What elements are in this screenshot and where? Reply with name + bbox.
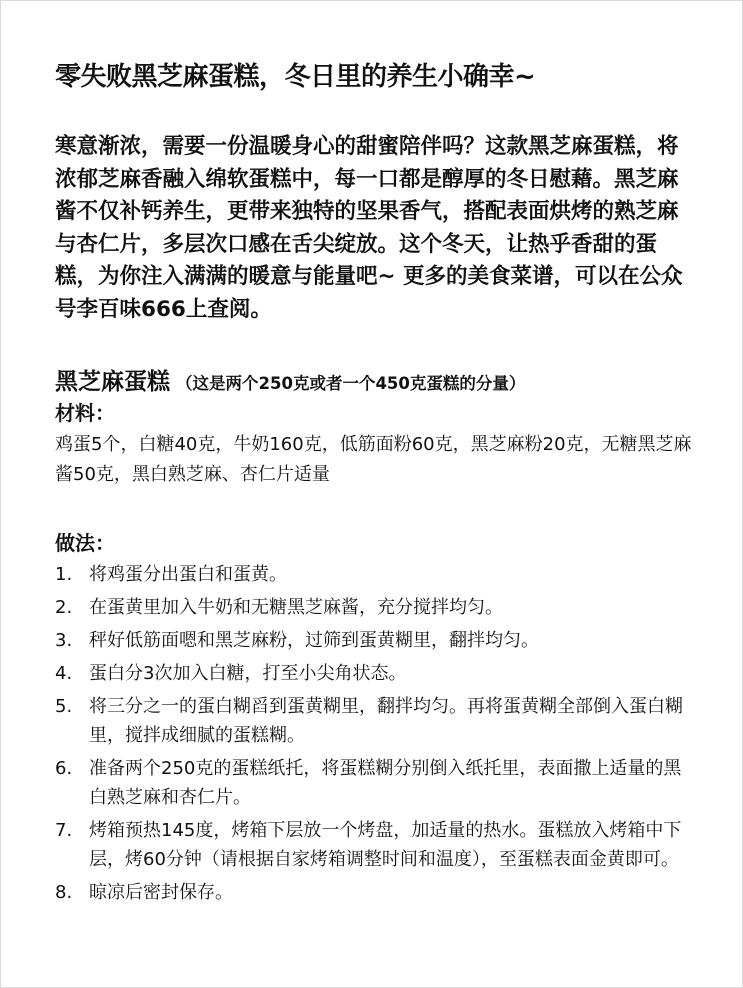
step-number: 1. <box>55 564 73 585</box>
step-number: 2. <box>55 597 73 618</box>
document-content <box>55 57 705 911</box>
step-number: 4. <box>55 663 73 684</box>
step-number: 3. <box>55 630 73 651</box>
step-item <box>55 878 705 907</box>
step-text: 秤好低筋面嗯和黑芝麻粉，过筛到蛋黄糊里，翻拌均匀。 <box>89 630 539 651</box>
recipe-heading <box>55 366 705 400</box>
step-text: 准备两个250克的蛋糕纸托，将蛋糕糊分别倒入纸托里，表面撒上适量的黑白熟芝麻和杏仁片。 <box>89 758 682 808</box>
step-item <box>55 754 705 812</box>
step-item <box>55 593 705 622</box>
step-number: 6. <box>55 758 73 779</box>
step-number: 8. <box>55 882 73 903</box>
recipe-portion-note: （这是两个250克或者一个450克蛋糕的分量） <box>176 374 526 393</box>
step-text: 蛋白分3次加入白糖，打至小尖角状态。 <box>89 663 407 684</box>
step-item <box>55 816 705 874</box>
method-heading: 做法： <box>55 531 115 555</box>
materials-list: 鸡蛋5个，白糖40克，牛奶160克，低筋面粉60克，黑芝麻粉20克，无糖黑芝麻酱50克，黑白熟芝麻、杏仁片适量 <box>55 434 692 485</box>
step-text: 晾凉后密封保存。 <box>89 882 233 903</box>
method-steps <box>55 560 705 907</box>
step-item <box>55 626 705 655</box>
step-text: 将三分之一的蛋白糊舀到蛋黄糊里，翻拌均匀。再将蛋黄糊全部倒入蛋白糊里，搅拌成细腻的蛋糕糊。 <box>89 696 683 746</box>
step-item <box>55 659 705 688</box>
step-number: 5. <box>55 696 73 717</box>
step-number: 7. <box>55 820 73 841</box>
step-item <box>55 692 705 750</box>
step-item <box>55 560 705 589</box>
step-text: 在蛋黄里加入牛奶和无糖黑芝麻酱，充分搅拌均匀。 <box>89 597 503 618</box>
step-text: 烤箱预热145度，烤箱下层放一个烤盘，加适量的热水。蛋糕放入烤箱中下层，烤60分钟（请根据自家烤箱调整时间和温度），至蛋糕表面金黄即可。 <box>89 820 682 870</box>
materials-heading: 材料： <box>55 401 115 425</box>
intro-paragraph: 寒意渐浓，需要一份温暖身心的甜蜜陪伴吗？这款黑芝麻蛋糕，将浓郁芝麻香融入绵软蛋糕中，每一口都是醇厚的冬日慰藉。黑芝麻酱不仅补钙养生，更带来独特的坚果香气，搭配表面烘烤的熟芝麻与杏仁片，多层次口感在舌尖绽放。这个冬天，让热乎香甜的蛋糕，为你注入满满的暖意与能量吧~ 更多的美食菜谱，可以在公众号李百味666上查阅。 <box>55 134 683 322</box>
page-title: 零失败黑芝麻蛋糕，冬日里的养生小确幸~ <box>55 62 536 92</box>
recipe-name: 黑芝麻蛋糕 <box>55 369 170 395</box>
step-text: 将鸡蛋分出蛋白和蛋黄。 <box>89 564 287 585</box>
